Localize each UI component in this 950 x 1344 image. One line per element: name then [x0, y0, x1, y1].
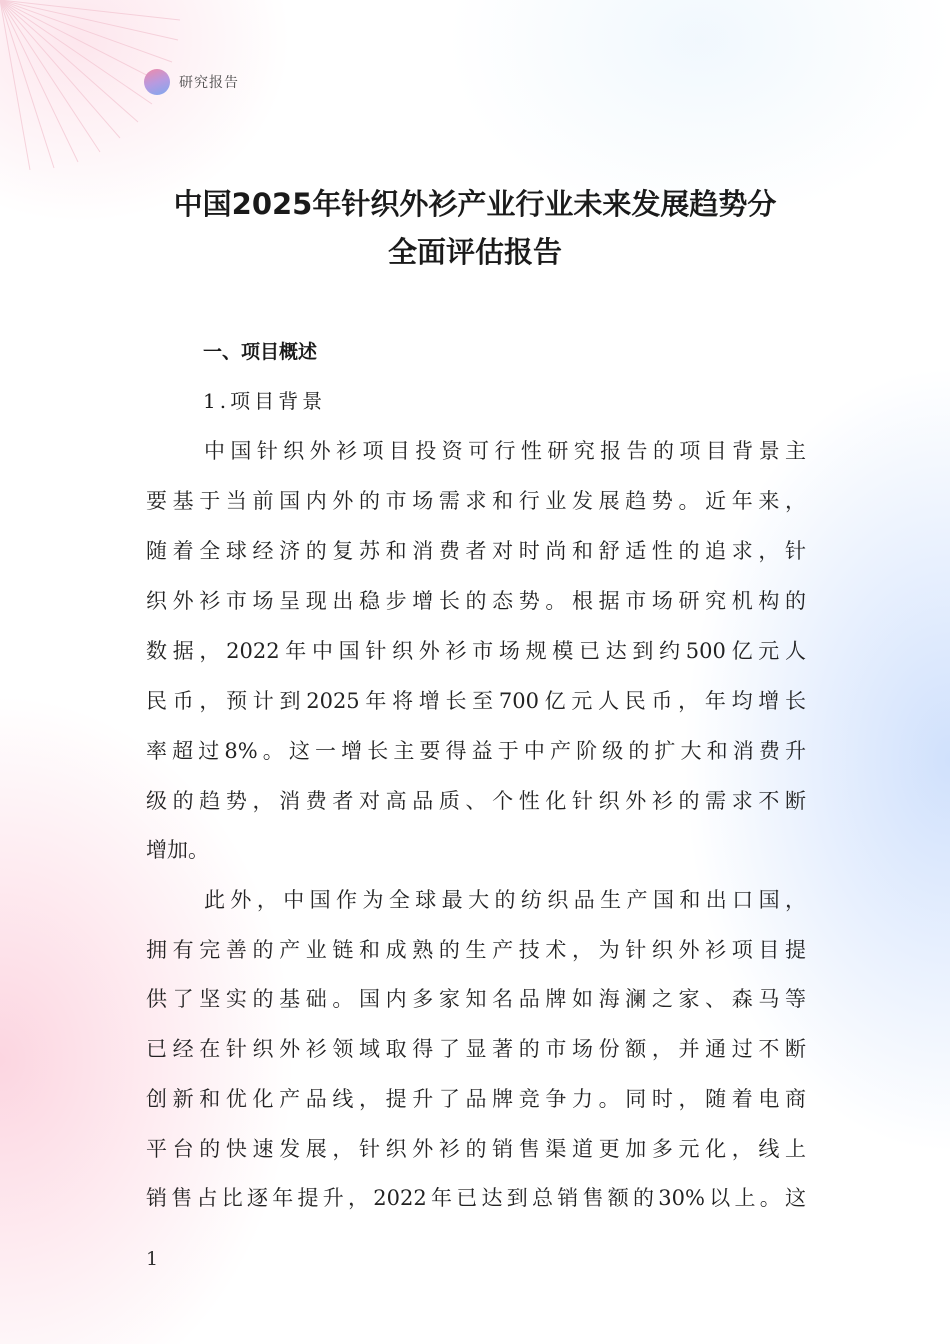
paragraph-1-line: 增加。	[146, 838, 209, 862]
section-heading: 一、项目概述	[203, 341, 318, 363]
paragraph-2-line: 平台的快速发展，针织外衫的销售渠道更加多元化，线上	[146, 1137, 806, 1161]
paragraph-1-line: 级的趋势，消费者对高品质、个性化针织外衫的需求不断	[146, 789, 806, 813]
header-label: 研究报告	[179, 75, 239, 91]
paragraph-2-line: 已经在针织外衫领域取得了显著的市场份额，并通过不断	[146, 1037, 806, 1061]
title-line-2: 全面评估报告	[387, 235, 562, 269]
title-line-1: 中国2025年针织外衫产业行业未来发展趋势分	[173, 187, 777, 221]
page-number: 1	[146, 1248, 159, 1270]
paragraph-1-line: 数据，2022年中国针织外衫市场规模已达到约500亿元人	[146, 639, 806, 663]
report-header	[144, 68, 239, 96]
document-title	[140, 180, 810, 276]
paragraph-1-line: 要基于当前国内外的市场需求和行业发展趋势。近年来，	[146, 489, 806, 513]
paragraph-1-line: 率超过8%。这一增长主要得益于中产阶级的扩大和消费升	[146, 739, 806, 763]
sub-heading: 1.项目背景	[203, 389, 327, 413]
paragraph-2-line: 此外，中国作为全球最大的纺织品生产国和出口国，	[204, 888, 806, 912]
paragraph-2-line: 供了坚实的基础。国内多家知名品牌如海澜之家、森马等	[146, 987, 806, 1011]
paragraph-2-line: 拥有完善的产业链和成熟的生产技术，为针织外衫项目提	[146, 938, 806, 962]
paragraph-1-line: 随着全球经济的复苏和消费者对时尚和舒适性的追求，针	[146, 539, 806, 563]
paragraph-1-line: 中国针织外衫项目投资可行性研究报告的项目背景主	[204, 439, 806, 463]
paragraph-2-line: 创新和优化产品线，提升了品牌竞争力。同时，随着电商	[146, 1087, 806, 1111]
paragraph-2-line: 销售占比逐年提升，2022年已达到总销售额的30%以上。这	[146, 1186, 806, 1210]
report-logo-icon	[144, 69, 170, 95]
paragraph-1-line: 民币，预计到2025年将增长至700亿元人民币，年均增长	[146, 689, 806, 713]
paragraph-1-line: 织外衫市场呈现出稳步增长的态势。根据市场研究机构的	[146, 589, 806, 613]
